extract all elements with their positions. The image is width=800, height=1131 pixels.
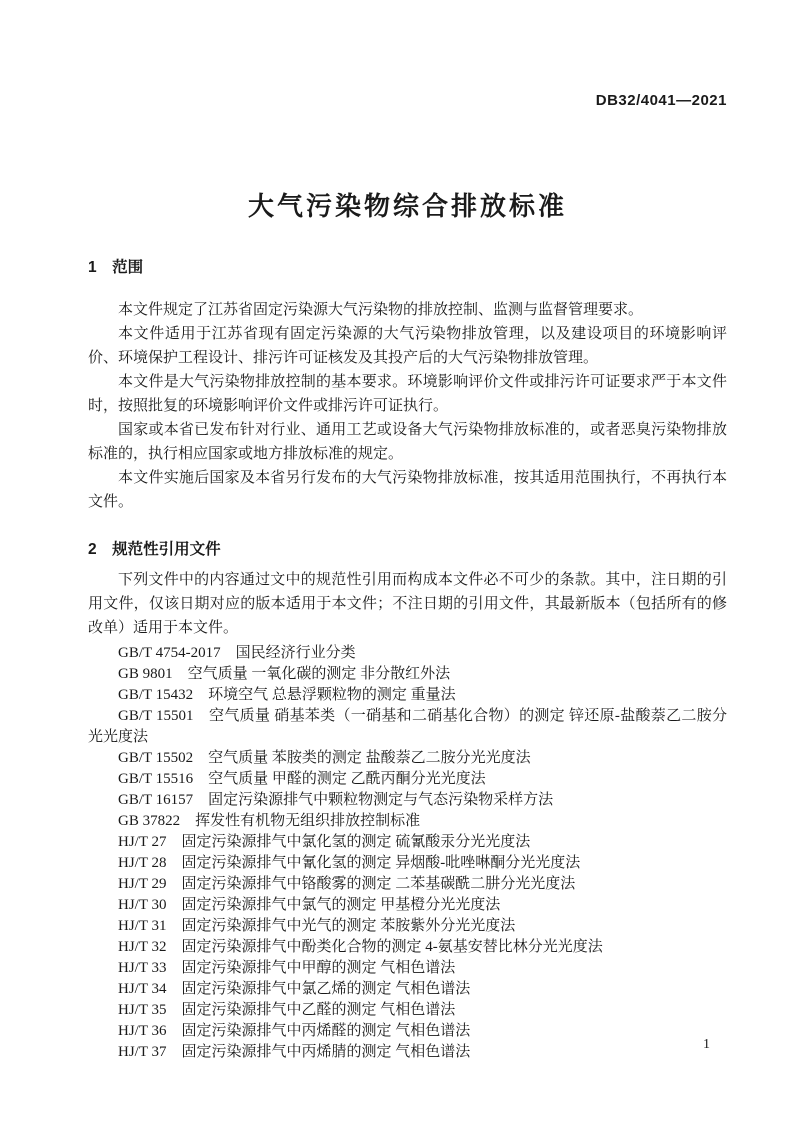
standard-number: DB32/4041—2021 xyxy=(595,92,727,109)
section-1-heading: 1 范围 xyxy=(88,259,144,276)
reference-item: HJ/T 29 固定污染源排气中铬酸雾的测定 二苯基碳酰二肼分光光度法 xyxy=(118,876,576,892)
reference-item: HJ/T 35 固定污染源排气中乙醛的测定 气相色谱法 xyxy=(118,1002,456,1018)
reference-item: HJ/T 31 固定污染源排气中光气的测定 苯胺紫外分光光度法 xyxy=(118,918,516,934)
reference-item: HJ/T 36 固定污染源排气中丙烯醛的测定 气相色谱法 xyxy=(118,1023,471,1039)
reference-item: HJ/T 34 固定污染源排气中氯乙烯的测定 气相色谱法 xyxy=(118,981,471,997)
body-paragraph: 下列文件中的内容通过文中的规范性引用而构成本文件必不可少的条款。其中，注日期的引用文件，仅该日期对应的版本适用于本文件；不注日期的引用文件，其最新版本（包括所有的修改单）适用于本文件。 xyxy=(88,572,727,636)
reference-item: GB/T 4754-2017 国民经济行业分类 xyxy=(118,645,356,661)
reference-item: GB/T 15501 空气质量 硝基苯类（一硝基和二硝基化合物）的测定 锌还原-盐酸萘乙二胺分光光度法 xyxy=(88,708,727,745)
reference-item: GB/T 16157 固定污染源排气中颗粒物测定与气态污染物采样方法 xyxy=(118,792,554,808)
normative-references-list xyxy=(88,643,727,1063)
page-number: 1 xyxy=(703,1037,710,1052)
reference-item: GB 9801 空气质量 一氧化碳的测定 非分散红外法 xyxy=(118,666,451,682)
reference-item: HJ/T 30 固定污染源排气中氯气的测定 甲基橙分光光度法 xyxy=(118,897,501,913)
reference-item: HJ/T 32 固定污染源排气中酚类化合物的测定 4-氨基安替比林分光光度法 xyxy=(118,939,603,955)
reference-item: GB/T 15516 空气质量 甲醛的测定 乙酰丙酮分光光度法 xyxy=(118,771,486,787)
section-1-body xyxy=(88,298,727,514)
reference-item: HJ/T 37 固定污染源排气中丙烯腈的测定 气相色谱法 xyxy=(118,1044,471,1060)
body-paragraph: 国家或本省已发布针对行业、通用工艺或设备大气污染物排放标准的，或者恶臭污染物排放标准的，执行相应国家或地方排放标准的规定。 xyxy=(88,422,727,462)
body-paragraph: 本文件实施后国家及本省另行发布的大气污染物排放标准，按其适用范围执行，不再执行本文件。 xyxy=(88,470,727,510)
reference-item: HJ/T 27 固定污染源排气中氯化氢的测定 硫氰酸汞分光光度法 xyxy=(118,834,531,850)
body-paragraph: 本文件适用于江苏省现有固定污染源的大气污染物排放管理，以及建设项目的环境影响评价、环境保护工程设计、排污许可证核发及其投产后的大气污染物排放管理。 xyxy=(88,326,727,366)
reference-item: HJ/T 28 固定污染源排气中氰化氢的测定 异烟酸-吡唑啉酮分光光度法 xyxy=(118,855,581,871)
reference-item: GB 37822 挥发性有机物无组织排放控制标准 xyxy=(118,813,421,829)
body-paragraph: 本文件是大气污染物排放控制的基本要求。环境影响评价文件或排污许可证要求严于本文件时，按照批复的环境影响评价文件或排污许可证执行。 xyxy=(88,374,727,414)
section-2-intro xyxy=(88,568,727,640)
reference-item: GB/T 15432 环境空气 总悬浮颗粒物的测定 重量法 xyxy=(118,687,456,703)
reference-item: GB/T 15502 空气质量 苯胺类的测定 盐酸萘乙二胺分光光度法 xyxy=(118,750,531,766)
reference-item: HJ/T 33 固定污染源排气中甲醇的测定 气相色谱法 xyxy=(118,960,456,976)
body-paragraph: 本文件规定了江苏省固定污染源大气污染物的排放控制、监测与监督管理要求。 xyxy=(118,302,644,318)
section-2-heading: 2 规范性引用文件 xyxy=(88,541,221,558)
document-title: 大气污染物综合排放标准 xyxy=(247,191,567,221)
